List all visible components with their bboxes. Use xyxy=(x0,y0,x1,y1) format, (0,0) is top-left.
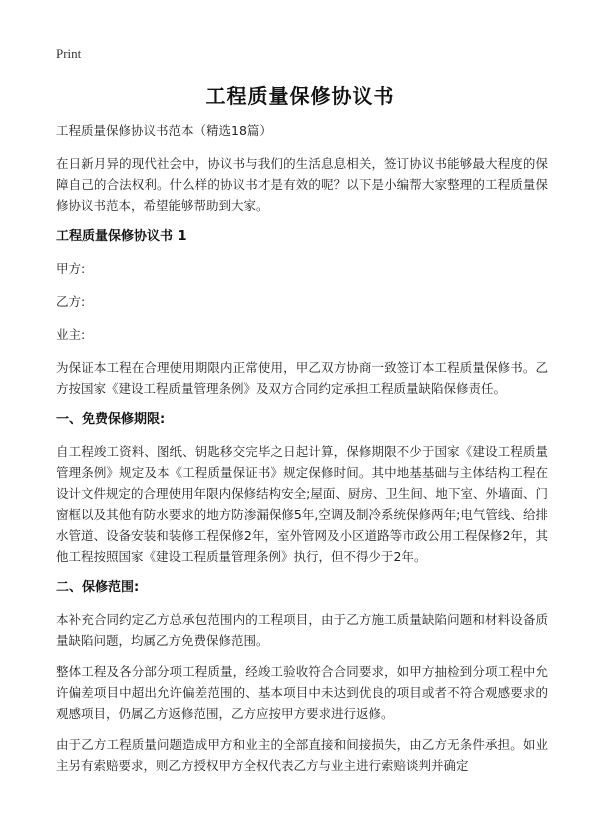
section-title: 工程质量保修协议书 1 xyxy=(56,229,187,244)
intro-paragraph: 在日新月异的现代社会中，协议书与我们的生活息息相关，签订协议书能够最大程度的保障自己的合法权利。什么样的协议书才是有效的呢？以下是小编帮大家整理的工程质量保修协议书范本，希望能够帮助到大家。 xyxy=(56,156,548,213)
warranty-scope-paragraph-1: 本补充合同约定乙方总承包范围内的工程项目，由于乙方施工质量缺陷问题和材料设备质量缺陷问题，均属乙方免费保修范围。 xyxy=(56,612,548,648)
print-label: Print xyxy=(56,46,82,61)
warranty-period-paragraph: 自工程竣工资料、图纸、钥匙移交完毕之日起计算，保修期限不少于国家《建设工程质量管理条例》规定及本《工程质量保证书》规定保修时间。其中地基基础与主体结构工程在设计文件规定的合理使用年限内保修结构安全;屋面、厨房、卫生间、地下室、外墙面、门窗框以及其他有防水要求的地方防渗漏保修5年,空调及制冷系统保修两年;电气管线、给排水管道、设备安装和装修工程保修2年，室外管网及小区道路等市政公用工程保修2年，其他工程按照国家《建设工程质量管理条例》执行，但不得少于2年。 xyxy=(56,444,548,564)
document-body xyxy=(56,120,548,786)
document-title: 工程质量保修协议书 xyxy=(205,84,395,108)
owner-label: 业主: xyxy=(56,327,86,342)
purpose-paragraph: 为保证本工程在合理使用期限内正常使用，甲乙双方协商一致签订本工程质量保修书。乙方按国家《建设工程质量管理条例》及双方合同约定承担工程质量缺陷保修责任。 xyxy=(56,360,548,396)
party-a-label: 甲方: xyxy=(56,261,86,276)
document-subtitle: 工程质量保修协议书范本（精选18篇） xyxy=(56,123,272,138)
party-b-label: 乙方: xyxy=(56,294,86,309)
heading-warranty-scope: 二、保修范围: xyxy=(56,580,140,595)
warranty-scope-paragraph-3: 由于乙方工程质量问题造成甲方和业主的全部直接和间接损失，由乙方无条件承担。如业主另有索赔要求，则乙方授权甲方全权代表乙方与业主进行索赔谈判并确定 xyxy=(56,737,548,773)
heading-warranty-period: 一、免费保修期限: xyxy=(56,412,166,427)
warranty-scope-paragraph-2: 整体工程及各分部分项工程质量，经竣工验收符合合同要求，如甲方抽检到分项工程中允许偏差项目中超出允许偏差范围的、基本项目中未达到优良的项目或者不符合观感要求的观感项目，仍属乙方返修范围，乙方应按甲方要求进行返修。 xyxy=(56,664,548,721)
